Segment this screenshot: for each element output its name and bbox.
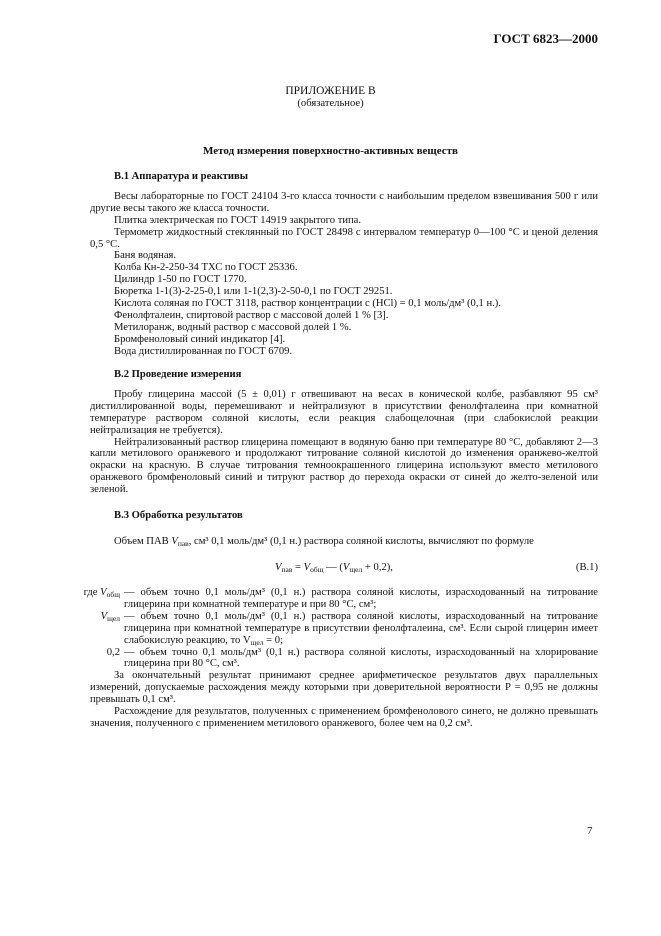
subscript: общ — [310, 564, 324, 574]
list-item: Метилоранж, водный раствор с массовой долей 1 %. — [114, 321, 352, 333]
appendix-status: (обязательное) — [297, 98, 364, 109]
subscript: пав — [281, 564, 293, 574]
main-title: Метод измерения поверхностно-активных веществ — [203, 145, 458, 157]
subscript: пав — [177, 538, 189, 548]
value: 0,2 — [106, 646, 120, 658]
definition-item — [58, 587, 598, 611]
definition-item — [58, 611, 598, 647]
paragraph: Нейтрализованный раствор глицерина помещают в водяную баню при температуре 80 °С, добавляют 2—3 капли метилового оранжевого и продолжают титрование соляной кислотой до изменения оранжево-желтой окраски на красную. В случае титрования темноокрашенного глицерина используют вместо метилового оранжевого бромфеноловый синий и титруют раствор до перехода окраски от синей до желто-зеленой или зеленой. — [90, 436, 598, 496]
list-item: Колба Кн-2-250-34 ТХС по ГОСТ 25336. — [114, 262, 298, 274]
text: = — [292, 561, 304, 573]
section-b3 — [90, 510, 598, 576]
variable: V — [275, 561, 282, 573]
paragraph: Пробу глицерина массой (5 ± 0,01) г отвешивают на весах в конической колбе, разбавляют 95 см³ дистиллированной воды, перемешивают и нейтрализуют в присутствии фенолфталеина при комнатной температуре раствором соляной кислоты, если реакция слабощелочная (при слабокислой реакции нейтрализация не требуется). — [90, 388, 598, 436]
text: + 0,2), — [362, 561, 393, 573]
text: Объем ПАВ — [114, 535, 172, 547]
page-number: 7 — [587, 825, 593, 837]
list-item: Цилиндр 1-50 по ГОСТ 1770. — [114, 274, 247, 286]
results-paragraphs — [90, 670, 598, 730]
formula-intro — [90, 536, 598, 548]
section-heading: В.2 Проведение измерения — [114, 369, 242, 380]
variable: V — [342, 561, 350, 573]
definition-text: — объем точно 0,1 моль/дм³ (0,1 н.) раствора соляной кислоты, израсходованный на хлорирование глицерина при 80 °С, см³. — [124, 646, 598, 670]
subscript: щел — [250, 637, 264, 647]
subscript: щел — [107, 613, 120, 623]
text: = 0; — [263, 634, 284, 646]
paragraph: Расхождение для результатов, полученных с применением бромфенолового синего, не должно превышать значения, полученного с применением метилового оранжевого, более чем на 0,2 см³. — [90, 705, 598, 729]
formula-number: (В.1) — [575, 561, 598, 573]
section-b2 — [90, 369, 598, 496]
standard-header: ГОСТ 6823—2000 — [493, 31, 598, 46]
appendix-title: ПРИЛОЖЕНИЕ В — [285, 85, 376, 97]
list-item: Фенолфталеин, спиртовой раствор с массовой долей 1 % [3]. — [114, 309, 389, 321]
list-item: Бюретка 1-1(3)-2-25-0,1 или 1-1(2,3)-2-50-0,1 по ГОСТ 29251. — [114, 286, 393, 298]
variable: V — [100, 587, 107, 598]
formula-definitions — [58, 587, 598, 670]
list-item: Плитка электрическая по ГОСТ 14919 закрытого типа. — [114, 214, 362, 226]
variable: V — [100, 610, 108, 622]
list-item: Весы лабораторные по ГОСТ 24104 3-го класса точности с наибольшим пределом взвешивания 500 г или другие весы такого же класса точности. — [90, 190, 598, 214]
text: , см³ 0,1 моль/дм³ (0,1 н.) раствора соляной кислоты, вычисляют по формуле — [188, 535, 534, 547]
definition-text: — объем точно 0,1 моль/дм³ (0,1 н.) раствора соляной кислоты, израсходованный на титрование глицерина при комнатной температуре и при 80 °С, см³; — [124, 587, 598, 610]
definition-text — [120, 611, 598, 647]
paragraph: За окончательный результат принимают среднее арифметическое результатов двух параллельных измерений, допускаемые расхождения между которыми при доверительной вероятности P = 0,95 не должны превышать 0,1 см³. — [90, 670, 598, 705]
text: — объем точно 0,1 моль/дм³ (0,1 н.) раствора соляной кислоты, израсходованный на титрование глицерина при комнатной температуре в присутствии фенолфталеина, см³. Если сырой глицерин имеет слабокислую реакцию, то V — [124, 610, 598, 646]
list-item: Вода дистиллированная по ГОСТ 6709. — [114, 345, 293, 357]
variable: V — [303, 561, 311, 573]
list-item: Баня водяная. — [114, 250, 177, 262]
formula-expression — [275, 562, 393, 574]
definition-item — [58, 647, 598, 671]
section-b1 — [90, 171, 598, 358]
variable: V — [171, 535, 178, 547]
list-item: Кислота соляная по ГОСТ 3118, раствор концентрации с (HCl) = 0,1 моль/дм³ (0,1 н.). — [114, 298, 501, 310]
subscript: общ — [106, 590, 120, 599]
section-heading: В.3 Обработка результатов — [114, 510, 243, 521]
where-label: где — [83, 587, 98, 598]
list-item: Бромфеноловый синий индикатор [4]. — [114, 333, 286, 345]
text: — ( — [323, 561, 343, 573]
formula-b1 — [90, 562, 598, 576]
list-item: Термометр жидкостный стеклянный по ГОСТ 28498 с интервалом температур 0—100 °С и ценой деления 0,5 °С. — [90, 226, 598, 250]
subscript: щел — [349, 564, 363, 574]
section-heading: В.1 Аппаратура и реактивы — [114, 171, 248, 182]
